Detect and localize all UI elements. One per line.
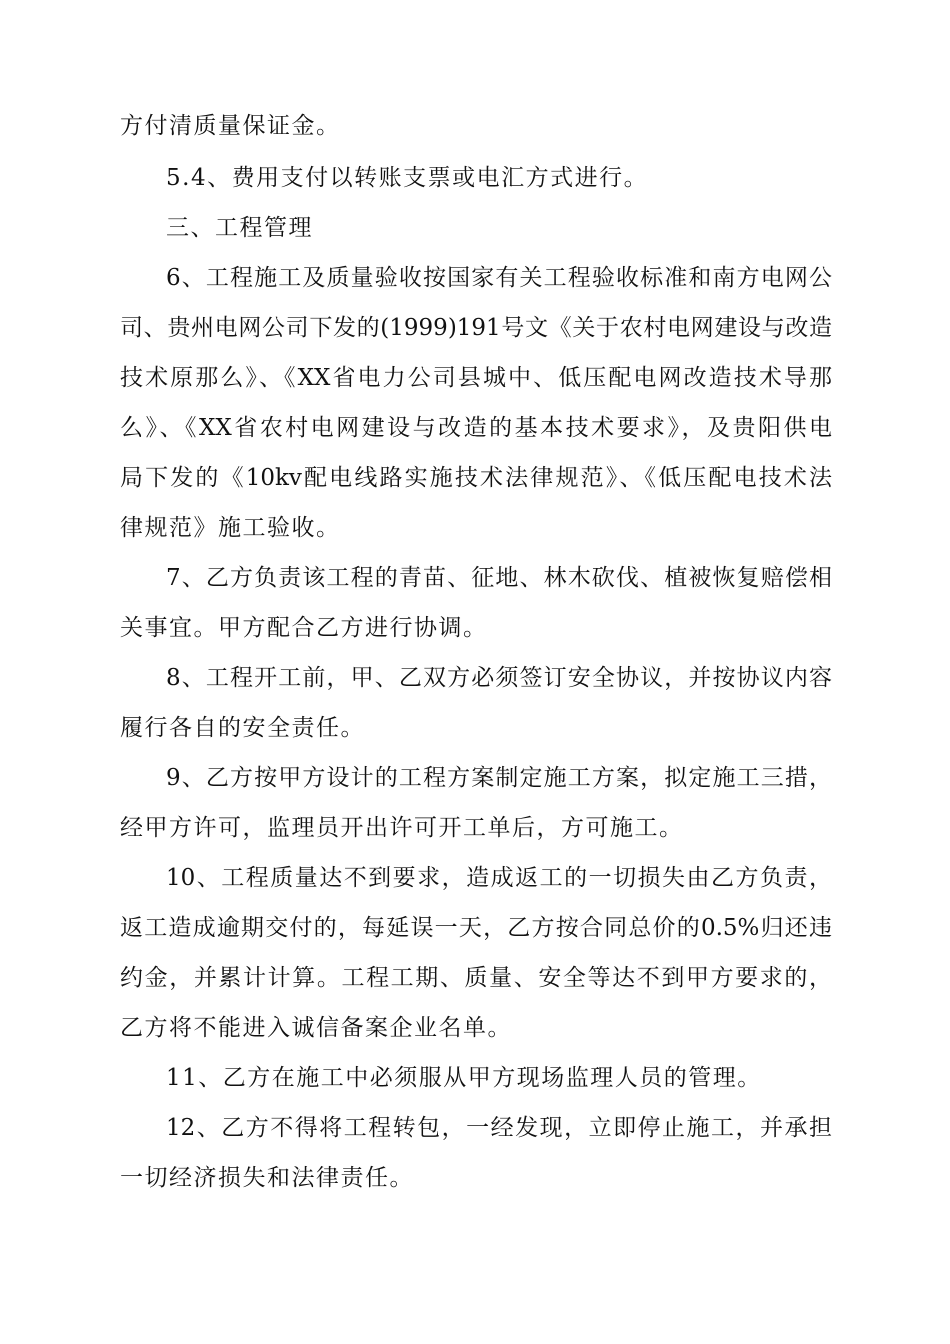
- text-line: 7、乙方负责该工程的青苗、征地、林木砍伐、植被恢复赔偿相: [166, 565, 832, 591]
- text-line: 10、工程质量达不到要求，造成返工的一切损失由乙方负责，: [166, 865, 832, 891]
- text-line: 么》、《XX省农村电网建设与改造的基本技术要求》，及贵阳供电: [120, 415, 832, 441]
- text-line: 11、乙方在施工中必须服从甲方现场监理人员的管理。: [166, 1065, 762, 1091]
- text-line: 6、工程施工及质量验收按国家有关工程验收标准和南方电网公: [166, 265, 832, 291]
- text-line: 经甲方许可，监理员开出许可开工单后，方可施工。: [120, 815, 684, 841]
- text-line: 返工造成逾期交付的，每延误一天，乙方按合同总价的0.5%归还违: [120, 915, 832, 941]
- text-line: 技术原那么》、《XX省电力公司县城中、低压配电网改造技术导那: [120, 365, 832, 391]
- text-line: 9、乙方按甲方设计的工程方案制定施工方案，拟定施工三措，: [166, 765, 832, 791]
- text-line: 5.4、费用支付以转账支票或电汇方式进行。: [166, 165, 649, 191]
- text-line: 方付清质量保证金。: [120, 113, 341, 139]
- text-line: 律规范》施工验收。: [120, 515, 341, 541]
- text-line: 关事宜。甲方配合乙方进行协调。: [120, 615, 488, 641]
- section-heading: 三、工程管理: [166, 215, 313, 241]
- text-line: 12、乙方不得将工程转包，一经发现，立即停止施工，并承担: [166, 1115, 832, 1141]
- text-line: 履行各自的安全责任。: [120, 715, 365, 741]
- text-line: 乙方将不能进入诚信备案企业名单。: [120, 1015, 512, 1041]
- text-line: 约金，并累计计算。工程工期、质量、安全等达不到甲方要求的，: [120, 965, 832, 991]
- text-line: 司、贵州电网公司下发的(1999)191号文《关于农村电网建设与改造: [120, 315, 832, 341]
- text-line: 8、工程开工前，甲、乙双方必须签订安全协议，并按协议内容: [166, 665, 832, 691]
- text-line: 一切经济损失和法律责任。: [120, 1165, 414, 1191]
- text-line: 局下发的《10kv配电线路实施技术法律规范》、《低压配电技术法: [120, 465, 832, 491]
